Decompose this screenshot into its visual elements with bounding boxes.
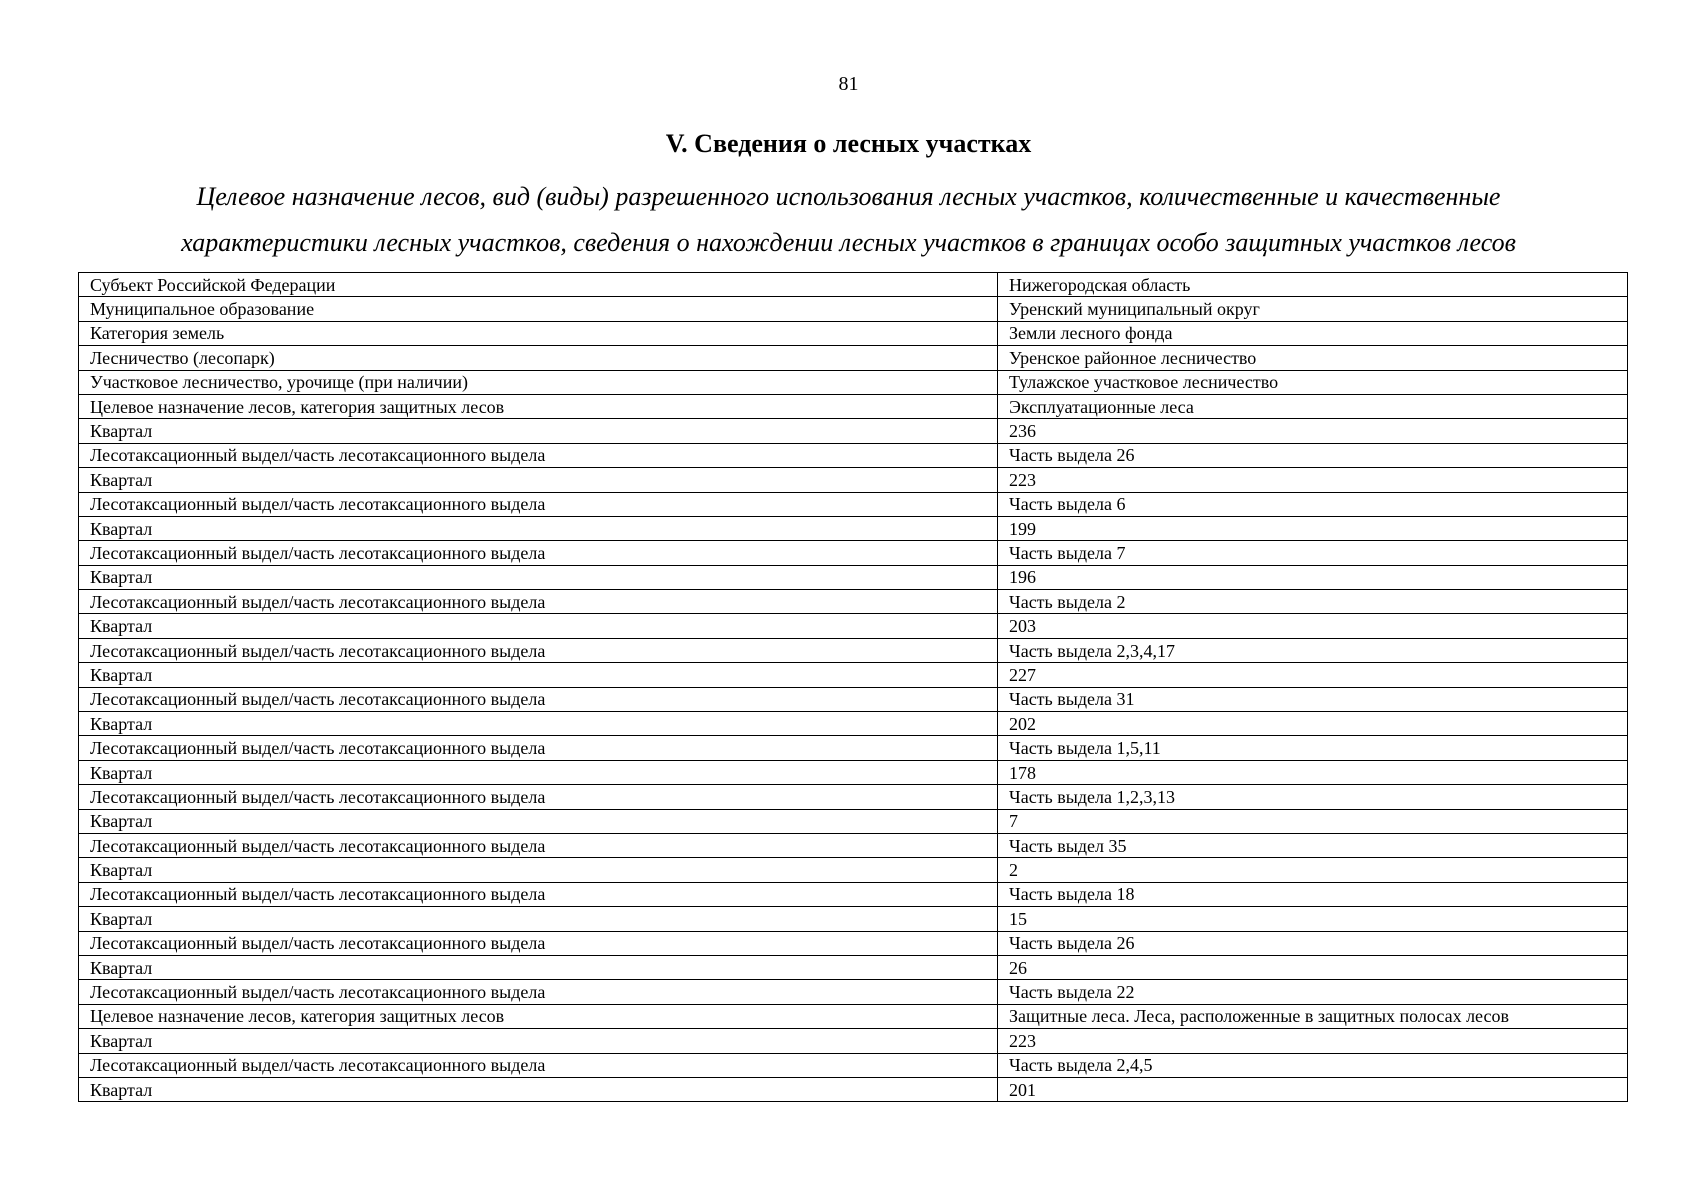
- parameter-cell: Муниципальное образование: [79, 297, 998, 321]
- value-cell: 202: [998, 712, 1628, 736]
- parameter-cell: Квартал: [79, 1077, 998, 1101]
- value-cell: Часть выдела 6: [998, 492, 1628, 516]
- parameter-cell: Лесотаксационный выдел/часть лесотаксационного выдела: [79, 492, 998, 516]
- parameter-cell: Участковое лесничество, урочище (при наличии): [79, 370, 998, 394]
- table-row: [79, 516, 1628, 540]
- value-cell: Часть выдела 18: [998, 882, 1628, 906]
- table-row: [79, 541, 1628, 565]
- parameter-cell: Субъект Российской Федерации: [79, 273, 998, 297]
- parameter-cell: Квартал: [79, 858, 998, 882]
- table-row: [79, 1053, 1628, 1077]
- table-row: [79, 370, 1628, 394]
- table-row: [79, 882, 1628, 906]
- table-row: [79, 1077, 1628, 1101]
- parameter-cell: Целевое назначение лесов, категория защитных лесов: [79, 394, 998, 418]
- parameter-cell: Квартал: [79, 809, 998, 833]
- table-row: [79, 468, 1628, 492]
- table-row: [79, 1029, 1628, 1053]
- table-row: [79, 1004, 1628, 1028]
- value-cell: Часть выдела 1,5,11: [998, 736, 1628, 760]
- table-row: [79, 931, 1628, 955]
- parameter-cell: Квартал: [79, 907, 998, 931]
- table-row: [79, 760, 1628, 784]
- value-cell: Эксплуатационные леса: [998, 394, 1628, 418]
- value-cell: Часть выдела 26: [998, 931, 1628, 955]
- value-cell: 236: [998, 419, 1628, 443]
- parameter-cell: Лесотаксационный выдел/часть лесотаксационного выдела: [79, 882, 998, 906]
- table-row: [79, 443, 1628, 467]
- table-body: [79, 273, 1628, 1102]
- subtitle-line-1: Целевое назначение лесов, вид (виды) разрешенного использования лесных участков, количественные и качественные: [196, 182, 1501, 211]
- parameter-cell: Квартал: [79, 712, 998, 736]
- parameter-cell: Лесничество (лесопарк): [79, 346, 998, 370]
- parameter-cell: Лесотаксационный выдел/часть лесотаксационного выдела: [79, 736, 998, 760]
- table-row: [79, 321, 1628, 345]
- parameter-cell: Лесотаксационный выдел/часть лесотаксационного выдела: [79, 541, 998, 565]
- value-cell: 26: [998, 955, 1628, 979]
- value-cell: Часть выдел 35: [998, 833, 1628, 857]
- value-cell: 196: [998, 565, 1628, 589]
- value-cell: Часть выдела 2: [998, 590, 1628, 614]
- value-cell: 227: [998, 663, 1628, 687]
- section-title: V. Сведения о лесных участках: [665, 129, 1032, 158]
- table-row: [79, 955, 1628, 979]
- parameter-cell: Квартал: [79, 955, 998, 979]
- value-cell: 223: [998, 468, 1628, 492]
- parameter-cell: Квартал: [79, 614, 998, 638]
- table-row: [79, 394, 1628, 418]
- parameter-cell: Лесотаксационный выдел/часть лесотаксационного выдела: [79, 980, 998, 1004]
- value-cell: Защитные леса. Леса, расположенные в защитных полосах лесов: [998, 1004, 1628, 1028]
- table-row: [79, 736, 1628, 760]
- section-subtitle: [100, 174, 1597, 266]
- parameter-cell: Квартал: [79, 1029, 998, 1053]
- value-cell: Земли лесного фонда: [998, 321, 1628, 345]
- table-row: [79, 858, 1628, 882]
- table-row: [79, 809, 1628, 833]
- parameter-cell: Квартал: [79, 468, 998, 492]
- table-row: [79, 638, 1628, 662]
- table-row: [79, 419, 1628, 443]
- value-cell: Часть выдела 1,2,3,13: [998, 785, 1628, 809]
- parameter-cell: Квартал: [79, 760, 998, 784]
- parameter-cell: Лесотаксационный выдел/часть лесотаксационного выдела: [79, 833, 998, 857]
- value-cell: Уренское районное лесничество: [998, 346, 1628, 370]
- parameter-cell: Квартал: [79, 419, 998, 443]
- table-row: [79, 663, 1628, 687]
- table-row: [79, 492, 1628, 516]
- table-row: [79, 346, 1628, 370]
- parameter-cell: Лесотаксационный выдел/часть лесотаксационного выдела: [79, 687, 998, 711]
- value-cell: 201: [998, 1077, 1628, 1101]
- value-cell: 223: [998, 1029, 1628, 1053]
- value-cell: 2: [998, 858, 1628, 882]
- parameter-cell: Лесотаксационный выдел/часть лесотаксационного выдела: [79, 590, 998, 614]
- table-row: [79, 907, 1628, 931]
- value-cell: Часть выдела 26: [998, 443, 1628, 467]
- parameter-cell: Лесотаксационный выдел/часть лесотаксационного выдела: [79, 1053, 998, 1077]
- value-cell: 203: [998, 614, 1628, 638]
- parameter-cell: Квартал: [79, 663, 998, 687]
- parameter-cell: Квартал: [79, 516, 998, 540]
- parameter-cell: Лесотаксационный выдел/часть лесотаксационного выдела: [79, 785, 998, 809]
- parameter-cell: Лесотаксационный выдел/часть лесотаксационного выдела: [79, 931, 998, 955]
- table-row: [79, 565, 1628, 589]
- value-cell: 7: [998, 809, 1628, 833]
- value-cell: Тулажское участковое лесничество: [998, 370, 1628, 394]
- value-cell: Часть выдела 7: [998, 541, 1628, 565]
- table-row: [79, 614, 1628, 638]
- value-cell: Нижегородская область: [998, 273, 1628, 297]
- table-row: [79, 590, 1628, 614]
- parameter-cell: Лесотаксационный выдел/часть лесотаксационного выдела: [79, 638, 998, 662]
- parameter-cell: Квартал: [79, 565, 998, 589]
- value-cell: 178: [998, 760, 1628, 784]
- subtitle-line-2: характеристики лесных участков, сведения о нахождении лесных участков в границах особо защитных участков лесов: [181, 228, 1516, 257]
- page-number: 81: [838, 73, 859, 95]
- parameter-cell: Лесотаксационный выдел/часть лесотаксационного выдела: [79, 443, 998, 467]
- table-row: [79, 687, 1628, 711]
- value-cell: Уренский муниципальный округ: [998, 297, 1628, 321]
- table-row: [79, 785, 1628, 809]
- value-cell: Часть выдела 2,3,4,17: [998, 638, 1628, 662]
- table-row: [79, 712, 1628, 736]
- parameter-cell: Категория земель: [79, 321, 998, 345]
- table-row: [79, 297, 1628, 321]
- value-cell: Часть выдела 31: [998, 687, 1628, 711]
- forest-plot-info-table: [78, 272, 1628, 1102]
- value-cell: Часть выдела 22: [998, 980, 1628, 1004]
- table-row: [79, 980, 1628, 1004]
- value-cell: 199: [998, 516, 1628, 540]
- parameter-cell: Целевое назначение лесов, категория защитных лесов: [79, 1004, 998, 1028]
- value-cell: Часть выдела 2,4,5: [998, 1053, 1628, 1077]
- table-row: [79, 833, 1628, 857]
- value-cell: 15: [998, 907, 1628, 931]
- table-row: [79, 273, 1628, 297]
